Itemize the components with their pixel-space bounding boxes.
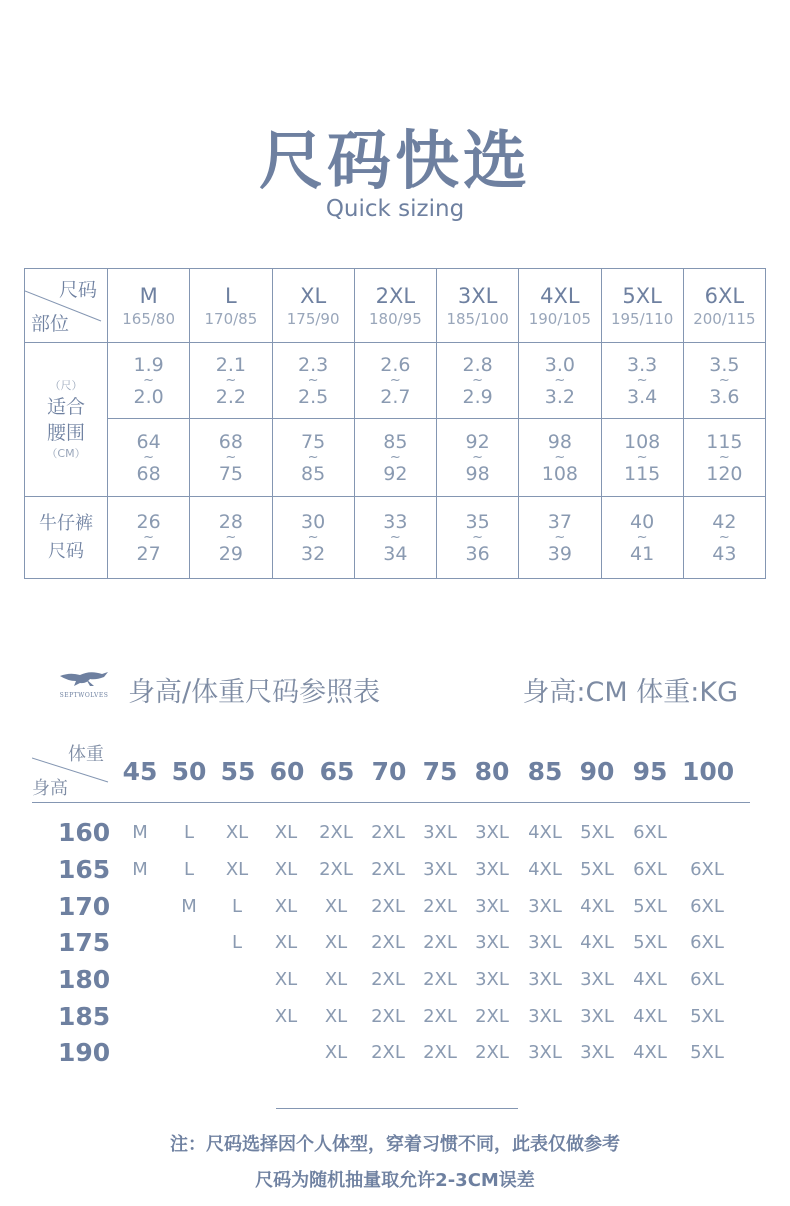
size-height-chest: 180/95 — [368, 309, 422, 328]
jeans-size-cell — [272, 497, 354, 579]
size-height-chest: 190/105 — [528, 309, 592, 328]
weight-col-header: 50 — [171, 757, 207, 786]
range-tilde: ~ — [307, 449, 319, 465]
size-label: 6XL — [704, 283, 745, 308]
jeans-size-cell — [108, 497, 190, 579]
hw-size-cell: 3XL — [423, 822, 457, 843]
weight-col-header: 60 — [269, 757, 305, 786]
range-high: 2.5 — [298, 385, 329, 408]
range-low: 98 — [547, 430, 572, 453]
hw-size-cell: 3XL — [528, 969, 562, 990]
hw-size-cell: 2XL — [371, 896, 405, 917]
hw-size-cell: 6XL — [690, 859, 724, 880]
range-high: 27 — [136, 542, 161, 565]
size-col-header — [272, 269, 354, 343]
range-tilde: ~ — [472, 372, 484, 388]
range-low: 108 — [623, 430, 661, 453]
hw-size-cell: 6XL — [690, 969, 724, 990]
hw-size-cell: XL — [274, 896, 298, 917]
range-tilde: ~ — [389, 449, 401, 465]
height-row-header: 190 — [58, 1038, 111, 1067]
waist-cm-cell — [354, 419, 436, 497]
range-low: 64 — [136, 430, 161, 453]
weight-col-header: 70 — [371, 757, 407, 786]
hw-size-cell: 3XL — [475, 859, 509, 880]
range-low: 3.5 — [709, 353, 740, 376]
hw-size-cell: XL — [274, 969, 298, 990]
range-high: 43 — [712, 542, 737, 565]
page-title: 尺码快选 — [259, 125, 531, 199]
range-tilde: ~ — [307, 529, 319, 545]
size-label: XL — [300, 283, 327, 308]
size-label: 2XL — [375, 283, 416, 308]
hw-size-cell: L — [231, 896, 243, 917]
hw-size-cell: 4XL — [580, 896, 614, 917]
range-low: 37 — [547, 510, 572, 533]
size-col-header — [519, 269, 601, 343]
size-col-header — [601, 269, 683, 343]
range-low: 85 — [383, 430, 408, 453]
waist-unit-chi: （尺） — [49, 378, 83, 392]
range-low: 3.0 — [544, 353, 575, 376]
waist-cm-cell — [108, 419, 190, 497]
range-high: 3.2 — [544, 385, 575, 408]
hw-size-cell: XL — [324, 1006, 348, 1027]
hw-size-cell: 2XL — [371, 1006, 405, 1027]
waist-chi-cell — [437, 343, 519, 419]
range-tilde: ~ — [143, 372, 155, 388]
hw-size-cell: XL — [274, 932, 298, 953]
note-line-2: 尺码为随机抽量取允许2-3CM误差 — [255, 1170, 535, 1191]
hw-size-cell: 2XL — [423, 896, 457, 917]
waist-chi-cell — [601, 343, 683, 419]
range-high: 2.2 — [215, 385, 246, 408]
hw-size-cell: 4XL — [633, 1006, 667, 1027]
hw-size-cell: 3XL — [580, 1042, 614, 1063]
hw-size-cell: 6XL — [633, 822, 667, 843]
range-low: 2.1 — [215, 353, 246, 376]
range-tilde: ~ — [718, 449, 730, 465]
weight-col-header: 100 — [682, 757, 735, 786]
hw-size-cell: 2XL — [423, 932, 457, 953]
range-low: 75 — [301, 430, 326, 453]
hw-header-rule — [32, 802, 750, 803]
range-low: 28 — [218, 510, 243, 533]
range-low: 1.9 — [133, 353, 164, 376]
corner-label-size: 尺码 — [58, 279, 97, 301]
waist-cm-cell — [272, 419, 354, 497]
waist-row-header — [25, 343, 108, 497]
range-tilde: ~ — [636, 449, 648, 465]
hw-size-cell: XL — [274, 859, 298, 880]
range-low: 2.3 — [298, 353, 329, 376]
size-height-chest: 165/80 — [122, 309, 176, 328]
hw-size-cell: 2XL — [475, 1006, 509, 1027]
range-high: 34 — [383, 542, 408, 565]
hw-size-cell: 3XL — [475, 932, 509, 953]
hw-size-cell: M — [181, 896, 197, 917]
size-table — [24, 268, 766, 579]
height-row-header: 160 — [58, 818, 111, 847]
range-low: 42 — [712, 510, 737, 533]
hw-size-cell: 5XL — [633, 932, 667, 953]
hw-size-cell: 4XL — [633, 1042, 667, 1063]
hw-size-cell: 2XL — [371, 1042, 405, 1063]
jeans-label-line1: 牛仔裤 — [39, 512, 93, 534]
weight-col-header: 75 — [422, 757, 458, 786]
size-height-chest: 200/115 — [693, 309, 756, 328]
height-row-header: 175 — [58, 928, 111, 957]
waist-chi-cell — [519, 343, 601, 419]
hw-size-cell: 3XL — [580, 1006, 614, 1027]
range-tilde: ~ — [143, 529, 155, 545]
range-low: 115 — [706, 430, 743, 453]
waist-cm-cell — [683, 419, 765, 497]
weight-col-header: 95 — [632, 757, 668, 786]
range-low: 33 — [383, 510, 408, 533]
range-tilde: ~ — [389, 372, 401, 388]
range-tilde: ~ — [307, 372, 319, 388]
weight-col-header: 85 — [527, 757, 563, 786]
range-high: 36 — [465, 542, 490, 565]
range-tilde: ~ — [472, 449, 484, 465]
range-high: 2.9 — [462, 385, 493, 408]
hw-size-cell: 3XL — [528, 896, 562, 917]
jeans-size-cell — [601, 497, 683, 579]
jeans-label-line2: 尺码 — [48, 540, 84, 562]
jeans-size-cell — [190, 497, 272, 579]
range-low: 26 — [136, 510, 161, 533]
hw-size-cell: 3XL — [528, 932, 562, 953]
hw-chart-corner — [32, 738, 110, 798]
range-low: 40 — [630, 510, 655, 533]
range-low: 92 — [465, 430, 490, 453]
waist-chi-cell — [354, 343, 436, 419]
waist-cm-cell — [601, 419, 683, 497]
hw-size-cell: 3XL — [475, 822, 509, 843]
size-height-chest: 185/100 — [446, 309, 509, 328]
range-tilde: ~ — [472, 529, 484, 545]
hw-size-cell: 6XL — [633, 859, 667, 880]
size-col-header — [108, 269, 190, 343]
waist-cm-cell — [437, 419, 519, 497]
size-col-header — [683, 269, 765, 343]
range-tilde: ~ — [225, 372, 237, 388]
size-label: 3XL — [457, 283, 498, 308]
note-line-1: 注：尺码选择因个人体型，穿着习惯不同，此表仅做参考 — [170, 1134, 620, 1155]
range-high: 39 — [547, 542, 572, 565]
corner-label-part: 部位 — [31, 313, 70, 335]
range-low: 35 — [465, 510, 490, 533]
range-tilde: ~ — [636, 372, 648, 388]
height-row-header: 170 — [58, 892, 111, 921]
range-high: 75 — [218, 462, 243, 485]
range-tilde: ~ — [718, 529, 730, 545]
height-row-header: 185 — [58, 1002, 111, 1031]
size-height-chest: 175/90 — [286, 309, 340, 328]
range-low: 30 — [301, 510, 326, 533]
hw-size-cell: 3XL — [528, 1042, 562, 1063]
hw-size-cell: 5XL — [690, 1006, 724, 1027]
range-tilde: ~ — [389, 529, 401, 545]
range-high: 85 — [301, 462, 326, 485]
range-high: 3.6 — [709, 385, 740, 408]
range-high: 92 — [383, 462, 408, 485]
waist-unit-cm: （CM） — [46, 446, 86, 460]
logo-wordmark: SEPTWOLVES — [59, 692, 109, 699]
hw-size-cell: 2XL — [423, 969, 457, 990]
hw-size-cell: 2XL — [371, 822, 405, 843]
hw-size-cell: XL — [324, 969, 348, 990]
size-col-header — [437, 269, 519, 343]
range-low: 2.8 — [462, 353, 493, 376]
hw-size-cell: XL — [324, 932, 348, 953]
hw-size-cell: 6XL — [690, 932, 724, 953]
hw-size-cell: 5XL — [580, 822, 614, 843]
range-high: 108 — [541, 462, 578, 485]
hw-size-cell: 2XL — [371, 969, 405, 990]
hw-size-cell: 5XL — [633, 896, 667, 917]
size-height-chest: 170/85 — [204, 309, 258, 328]
hw-size-cell: 5XL — [580, 859, 614, 880]
hw-size-cell: XL — [274, 822, 298, 843]
hw-size-cell: XL — [274, 1006, 298, 1027]
size-label: 4XL — [540, 283, 580, 308]
hw-size-cell: 3XL — [475, 969, 509, 990]
hw-size-cell: XL — [225, 859, 249, 880]
hw-chart-title: 身高/体重尺码参照表 — [128, 677, 381, 708]
waist-chi-cell — [683, 343, 765, 419]
hw-size-cell: XL — [225, 822, 249, 843]
range-low: 3.3 — [627, 353, 658, 376]
jeans-size-cell — [683, 497, 765, 579]
size-col-header — [354, 269, 436, 343]
waist-cm-cell — [190, 419, 272, 497]
weight-col-header: 65 — [319, 757, 355, 786]
size-label: 5XL — [622, 283, 662, 308]
range-tilde: ~ — [143, 449, 155, 465]
hw-size-cell: L — [183, 859, 195, 880]
hw-size-cell: 5XL — [690, 1042, 724, 1063]
range-tilde: ~ — [554, 449, 566, 465]
jeans-row-header — [25, 497, 108, 579]
waist-label-line2: 腰围 — [46, 421, 85, 444]
note-divider — [276, 1108, 518, 1109]
hw-size-cell: 2XL — [423, 1042, 457, 1063]
hw-size-cell: XL — [324, 896, 348, 917]
hw-size-cell: 2XL — [319, 859, 353, 880]
range-high: 32 — [301, 542, 326, 565]
size-label: L — [225, 283, 237, 308]
hw-size-cell: XL — [324, 1042, 348, 1063]
waist-chi-cell — [272, 343, 354, 419]
range-high: 41 — [630, 542, 655, 565]
hw-size-cell: 4XL — [528, 822, 562, 843]
range-tilde: ~ — [718, 372, 730, 388]
range-tilde: ~ — [636, 529, 648, 545]
range-high: 120 — [706, 462, 743, 485]
range-high: 2.0 — [133, 385, 164, 408]
hw-size-cell: L — [231, 932, 243, 953]
height-row-header: 165 — [58, 855, 111, 884]
range-high: 115 — [623, 462, 661, 485]
hw-size-cell: 4XL — [633, 969, 667, 990]
hw-size-cell: 3XL — [475, 896, 509, 917]
weight-col-header: 90 — [579, 757, 615, 786]
range-high: 29 — [218, 542, 243, 565]
waist-chi-cell — [108, 343, 190, 419]
hw-chart-units: 身高:CM 体重:KG — [522, 677, 738, 708]
hw-size-cell: 2XL — [475, 1042, 509, 1063]
range-tilde: ~ — [554, 529, 566, 545]
corner-label-height: 身高 — [32, 778, 68, 799]
range-high: 3.4 — [627, 385, 658, 408]
hw-size-cell: 6XL — [690, 896, 724, 917]
range-tilde: ~ — [225, 529, 237, 545]
range-low: 68 — [218, 430, 243, 453]
jeans-size-cell — [437, 497, 519, 579]
hw-size-cell: 2XL — [319, 822, 353, 843]
hw-size-cell: 4XL — [528, 859, 562, 880]
size-col-header — [190, 269, 272, 343]
jeans-size-cell — [519, 497, 601, 579]
size-height-chest: 195/110 — [610, 309, 674, 328]
hw-size-cell: 3XL — [528, 1006, 562, 1027]
hw-size-cell: 4XL — [580, 932, 614, 953]
hw-size-cell: M — [132, 822, 148, 843]
size-table-corner — [25, 269, 108, 343]
size-label: M — [139, 283, 158, 308]
page-subtitle: Quick sizing — [325, 196, 465, 222]
hw-size-cell: 3XL — [580, 969, 614, 990]
waist-label-line1: 适合 — [46, 395, 85, 418]
corner-label-weight: 体重 — [68, 744, 104, 765]
hw-size-cell: 2XL — [371, 932, 405, 953]
weight-col-header: 80 — [474, 757, 510, 786]
range-high: 2.7 — [380, 385, 411, 408]
range-tilde: ~ — [554, 372, 566, 388]
weight-col-header: 55 — [220, 757, 256, 786]
weight-col-header: 45 — [122, 757, 158, 786]
hw-size-cell: M — [132, 859, 148, 880]
hw-size-cell: L — [183, 822, 195, 843]
waist-chi-cell — [190, 343, 272, 419]
hw-size-cell: 3XL — [423, 859, 457, 880]
range-low: 2.6 — [380, 353, 411, 376]
range-high: 98 — [465, 462, 490, 485]
hw-size-cell: 2XL — [423, 1006, 457, 1027]
waist-cm-cell — [519, 419, 601, 497]
range-high: 68 — [136, 462, 161, 485]
range-tilde: ~ — [225, 449, 237, 465]
hw-size-cell: 2XL — [371, 859, 405, 880]
height-row-header: 180 — [58, 965, 111, 994]
jeans-size-cell — [354, 497, 436, 579]
